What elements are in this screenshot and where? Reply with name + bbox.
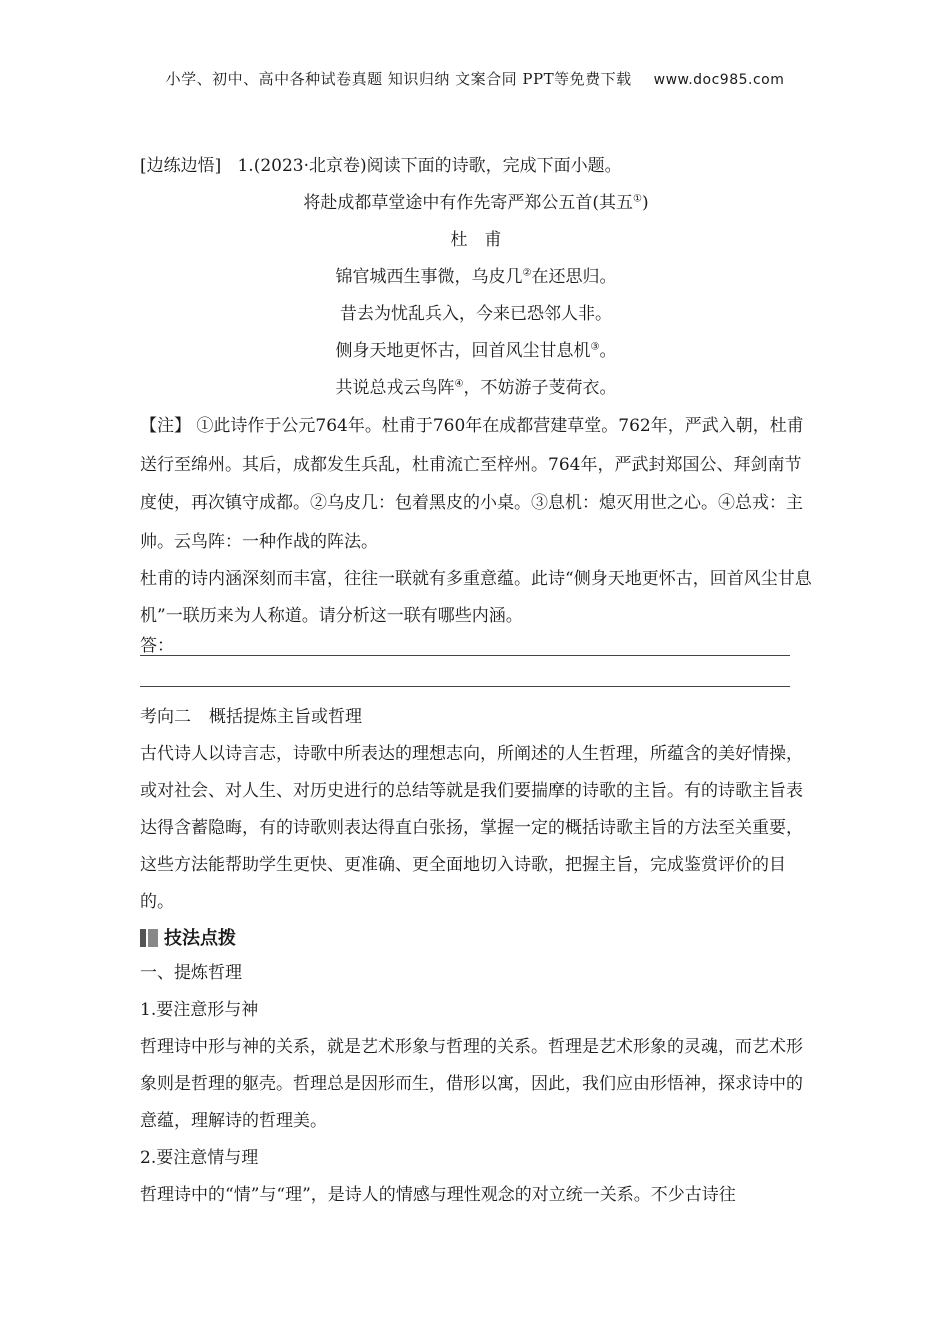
section-title: 概括提炼主旨或哲理 (209, 707, 362, 727)
poem-notes (140, 407, 812, 561)
poem-title: 将赴成都草堂途中有作先寄严郑公五首(其五①) (303, 193, 649, 213)
notes-label: 【注】 (140, 416, 191, 436)
point1-body: 哲理诗中形与神的关系，就是艺术形象与哲理的关系。哲理是艺术形象的灵魂，而艺术形象则是哲理的躯壳。哲理总是因形而生，借形以寓，因此，我们应由形悟神，探求诗中的意蕴，理解诗的哲理美。 (140, 1037, 803, 1131)
poem-line: 侧身天地更怀古，回首风尘甘息机③。 (335, 341, 617, 361)
tips-heading-text: 技法点拨 (164, 927, 236, 949)
poem-line: 昔去为忧乱兵入，今来已恐邻人非。 (340, 304, 612, 324)
section-label: 考向二 (140, 707, 191, 727)
point1-title: 1.要注意形与神 (140, 1000, 259, 1020)
poem-author: 杜 甫 (450, 230, 502, 250)
header-site-link[interactable]: www.doc985.com (653, 72, 785, 88)
tips-subheading: 一、提炼哲理 (140, 963, 242, 983)
question-tag: [边练边悟] (140, 156, 222, 176)
answer-field[interactable] (140, 637, 790, 656)
section-heading (140, 699, 812, 736)
tips-heading (140, 921, 812, 955)
poem-line: 锦官城西生事微，乌皮几②在还思归。 (335, 267, 617, 287)
point2-body: 哲理诗中的“情”与“理”，是诗人的情感与理性观念的对立统一关系。不少古诗往 (140, 1185, 736, 1205)
header-text: 小学、初中、高中各种试卷真题 知识归纳 文案合同 PPT等免费下载 (165, 70, 632, 88)
document-body (140, 148, 812, 1214)
point2-title: 2.要注意情与理 (140, 1148, 259, 1168)
answer-label: 答： (140, 636, 174, 656)
question-prompt: 杜甫的诗内涵深刻而丰富，往往一联就有多重意蕴。此诗“侧身天地更怀古，回首风尘甘息机”一联历来为人称道。请分析这一联有哪些内涵。 (140, 569, 812, 626)
section-body: 古代诗人以诗言志，诗歌中所表达的理想志向，所阐述的人生哲理，所蕴含的美好情操，或对社会、对人生、对历史进行的总结等就是我们要揣摩的诗歌的主旨。有的诗歌主旨表达得含蓄隐晦，有的诗歌则表达得直白张扬，掌握一定的概括诗歌主旨的方法至关重要，这些方法能帮助学生更快、更准确、更全面地切入诗歌，把握主旨，完成鉴赏评价的目的。 (140, 744, 803, 912)
heading-marker-icon (140, 929, 158, 947)
question-intro (140, 148, 812, 185)
page-header (0, 68, 950, 89)
footnote-marker: ① (633, 193, 642, 205)
poem-line: 共说总戎云鸟阵④，不妨游子芰荷衣。 (335, 378, 617, 398)
question-intro-text: 1.(2023·北京卷)阅读下面的诗歌，完成下面小题。 (237, 156, 622, 176)
notes-text: ①此诗作于公元764年。杜甫于760年在成都营建草堂。762年，严武入朝，杜甫送行至绵州。其后，成都发生兵乱，杜甫流亡至梓州。764年，严武封郑国公、拜剑南节度使，再次镇守成都。②乌皮几：包着黑皮的小桌。③息机：熄灭用世之心。④总戎：主帅。云鸟阵：一种作战的阵法。 (140, 416, 804, 552)
answer-blank-line[interactable] (140, 656, 790, 687)
